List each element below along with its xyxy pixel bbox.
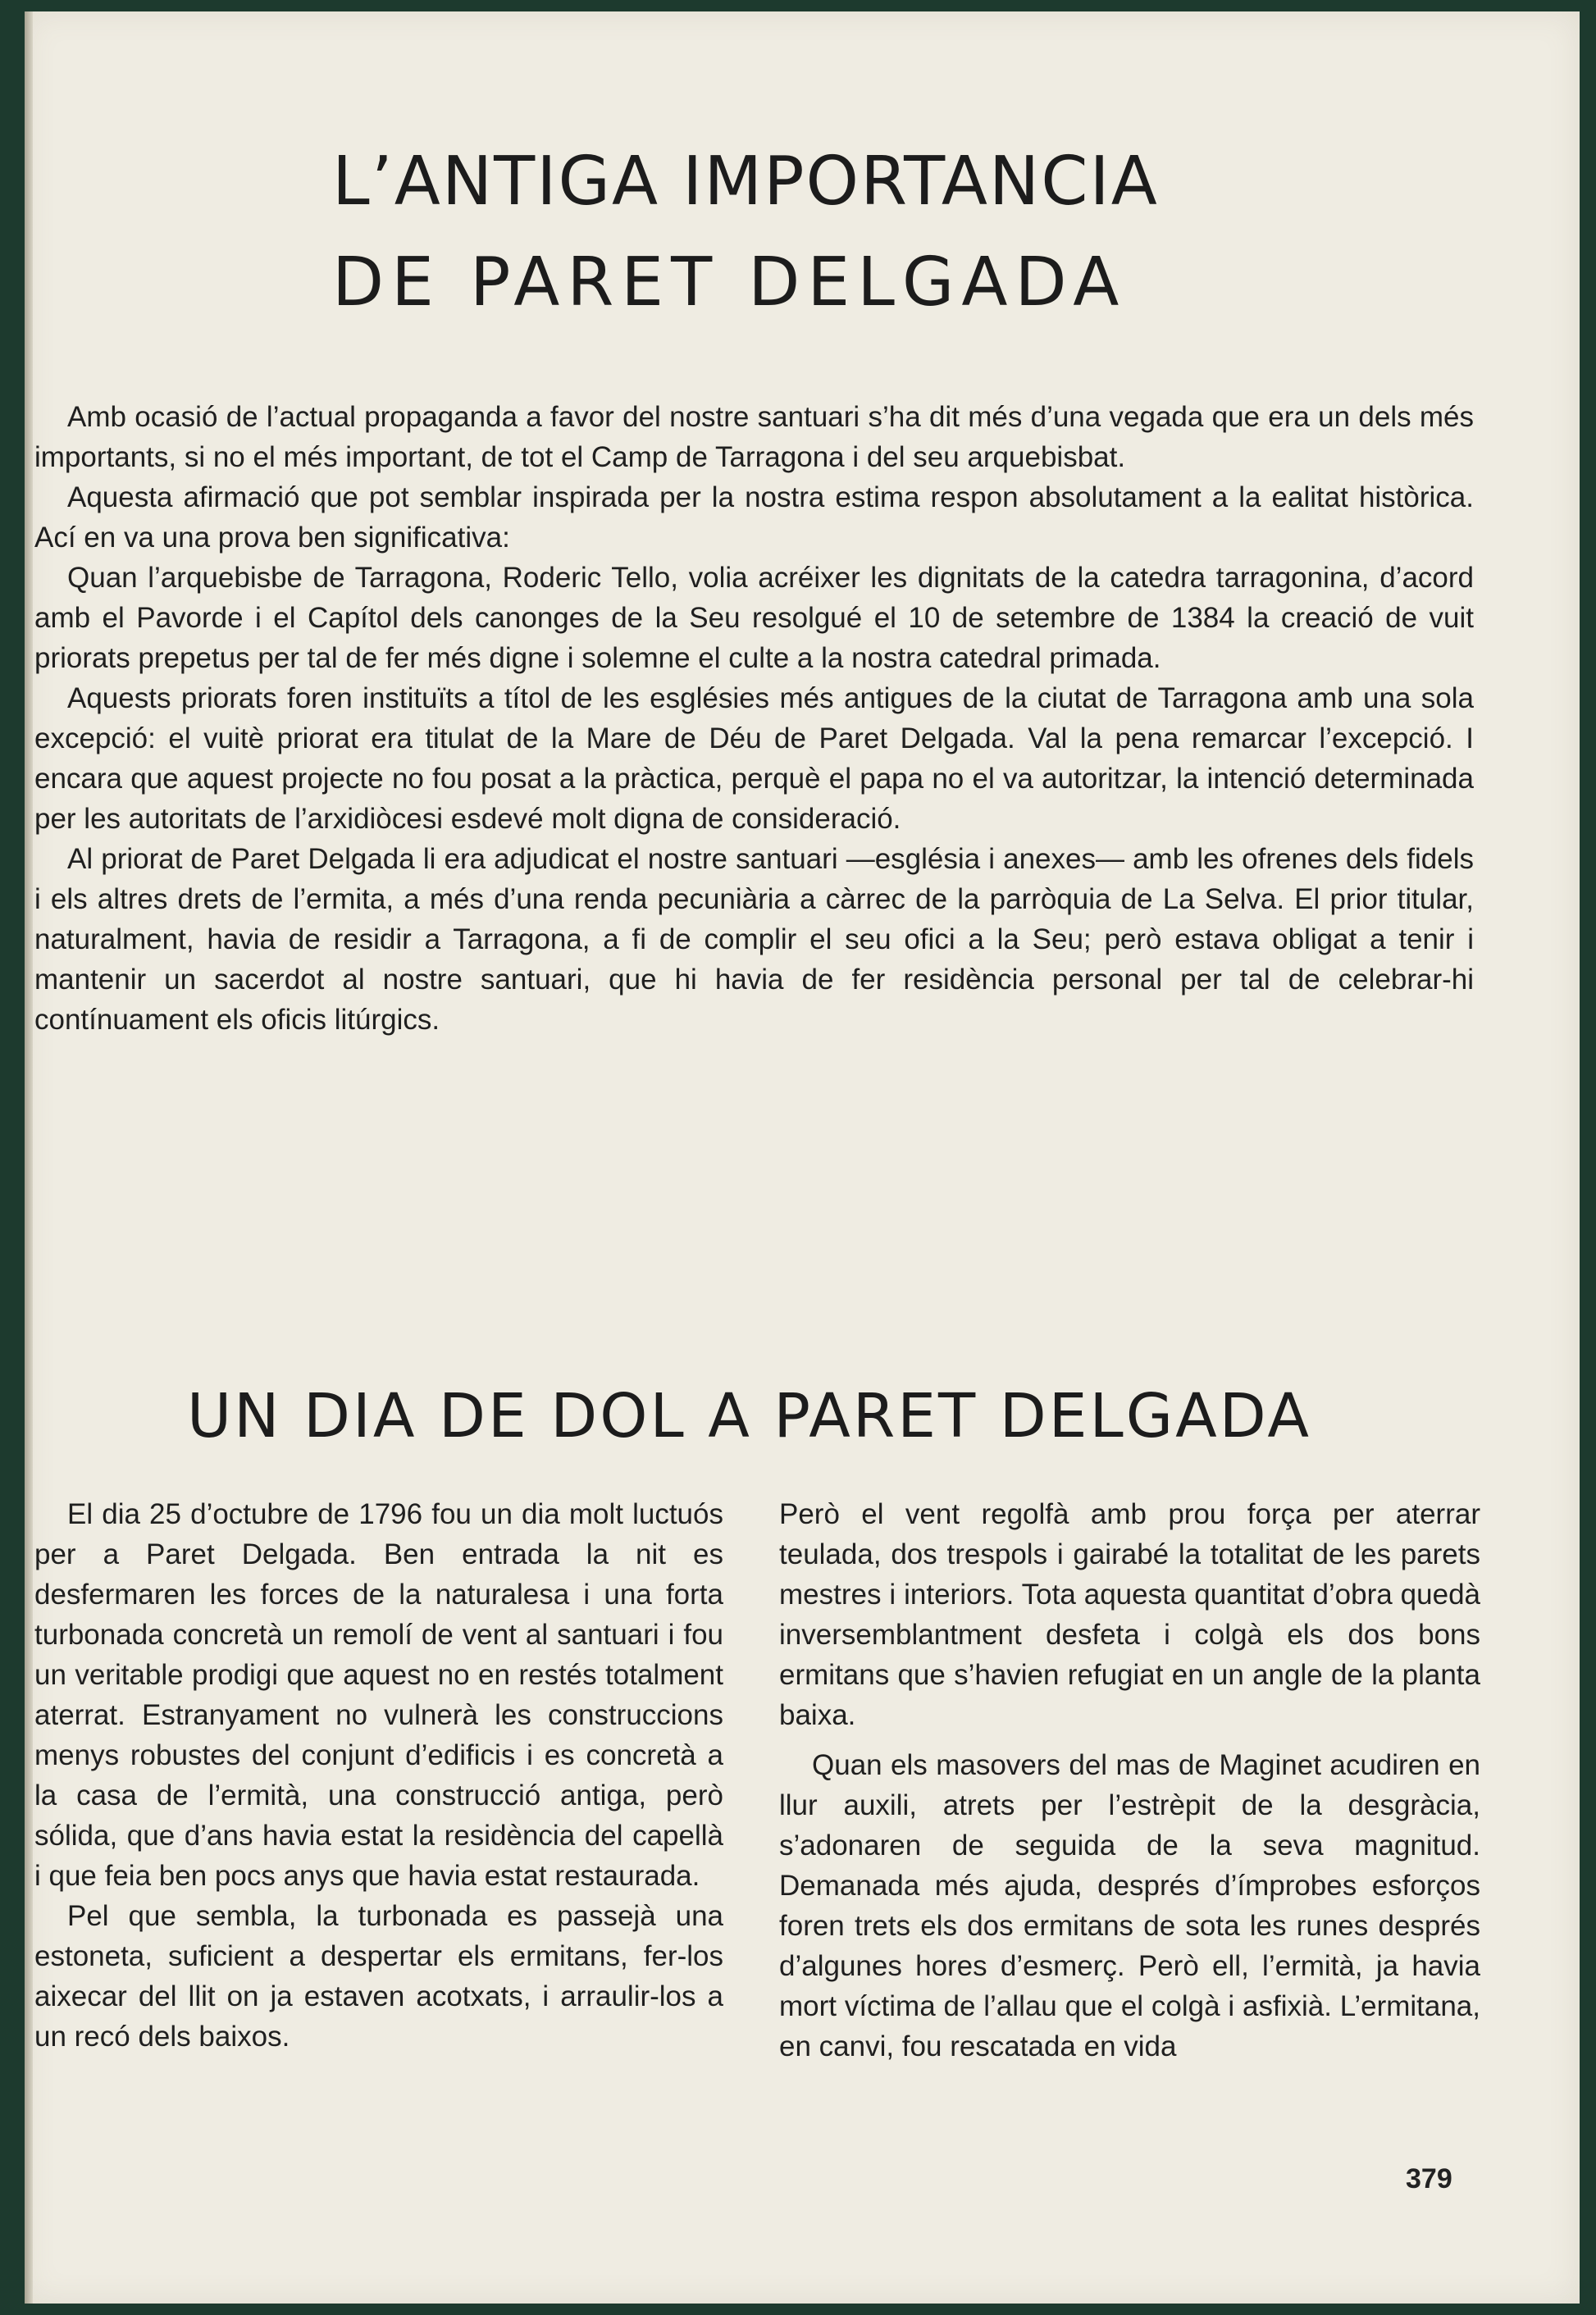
- article1-paragraph: Amb ocasió de l’actual propaganda a favor del nostre santuari s’ha dit més d’una vegada que era un dels més importants, si no el més important, de tot el Camp de Tarragona i del seu arquebisbat.: [34, 401, 1474, 473]
- article1-title-line1: L’ANTIGA IMPORTANCIA: [332, 143, 1159, 221]
- magazine-page: [25, 11, 1580, 2304]
- article2-paragraph: El dia 25 d’octubre de 1796 fou un dia molt luctuós per a Paret Delgada. Ben entrada la nit es desfermaren les forces de la naturalesa i una forta turbonada concretà un remolí de vent al santuari i fou un veritable prodigi que aquest no en restés totalment aterrat. Estranyament no vulnerà les construccions menys robustes del conjunt d’edificis i es concretà a la casa de l’ermità, una construcció antiga, però sólida, que d’ans havia estat la residència del capellà i que feia ben pocs anys que havia estat restaurada.: [34, 1498, 723, 1892]
- article2-title: UN DIA DE DOL A PARET DELGADA: [187, 1381, 1312, 1451]
- article1-paragraph: Al priorat de Paret Delgada li era adjudicat el nostre santuari —església i anexes— amb les ofrenes dels fidels i els altres drets de l’ermita, a més d’una renda pecuniària a càrrec de la parròquia de La Selva. El prior titular, naturalment, havia de residir a Tarragona, a fi de complir el seu ofici a la Seu; però estava obligat a tenir i mantenir un sacerdot al nostre santuari, que hi havia de fer residència personal per tal de celebrar-hi contínuament els oficis litúrgics.: [34, 843, 1474, 1036]
- article2-left-column: [34, 1494, 723, 2057]
- binding-fold: [25, 11, 33, 2304]
- page-number: 379: [1406, 2163, 1452, 2194]
- article2-paragraph-continued: Però el vent regolfà amb prou força per aterrar teulada, dos trespols i gairabé la totalitat de les parets mestres i interiors. Tota aquesta quantitat d’obra quedà inversemblantment desfeta i colgà els dos bons ermitans que s’havien refugiat en un angle de la planta baixa.: [779, 1498, 1480, 1731]
- article1-body: [34, 397, 1474, 1040]
- article1-paragraph: Aquests priorats foren instituïts a títol de les esglésies més antigues de la ciutat de Tarragona amb una sola excepció: el vuitè priorat era titulat de la Mare de Déu de Paret Delgada. Val la pena remarcar l’excepció. I encara que aquest projecte no fou posat a la pràctica, perquè el papa no el va autoritzar, la intenció determinada per les autoritats de l’arxidiòcesi esdevé molt digna de consideració.: [34, 682, 1474, 835]
- article2-right-column: [779, 1494, 1480, 2067]
- article2-paragraph: Pel que sembla, la turbonada es passejà una estoneta, suficient a despertar els ermitans, fer-los aixecar del llit on ja estaven acotxats, i arraulir-los a un recó dels baixos.: [34, 1900, 723, 2053]
- article1-paragraph: Quan l’arquebisbe de Tarragona, Roderic Tello, volia acréixer les dignitats de la catedra tarragonina, d’acord amb el Pavorde i el Capítol dels canonges de la Seu resolgué el 10 de setembre de 1384 la creació de vuit priorats prepetus per tal de fer més digne i solemne el culte a la nostra catedral primada.: [34, 562, 1474, 674]
- article1-title-line2: DE PARET DELGADA: [332, 244, 1127, 321]
- article1-paragraph: Aquesta afirmació que pot semblar inspirada per la nostra estima respon absolutament a la ealitat històrica. Ací en va una prova ben significativa:: [34, 481, 1474, 554]
- article2-paragraph: Quan els masovers del mas de Maginet acudiren en llur auxili, atrets per l’estrèpit de la desgràcia, s’adonaren de seguida de la seva magnitud. Demanada més ajuda, després d’ímprobes esforços foren trets els dos ermitans de sota les runes després d’algunes hores d’esmerç. Però ell, l’ermità, ja havia mort víctima de l’allau que el colgà i asfixià. L’ermitana, en canvi, fou rescatada en vida: [779, 1749, 1480, 2062]
